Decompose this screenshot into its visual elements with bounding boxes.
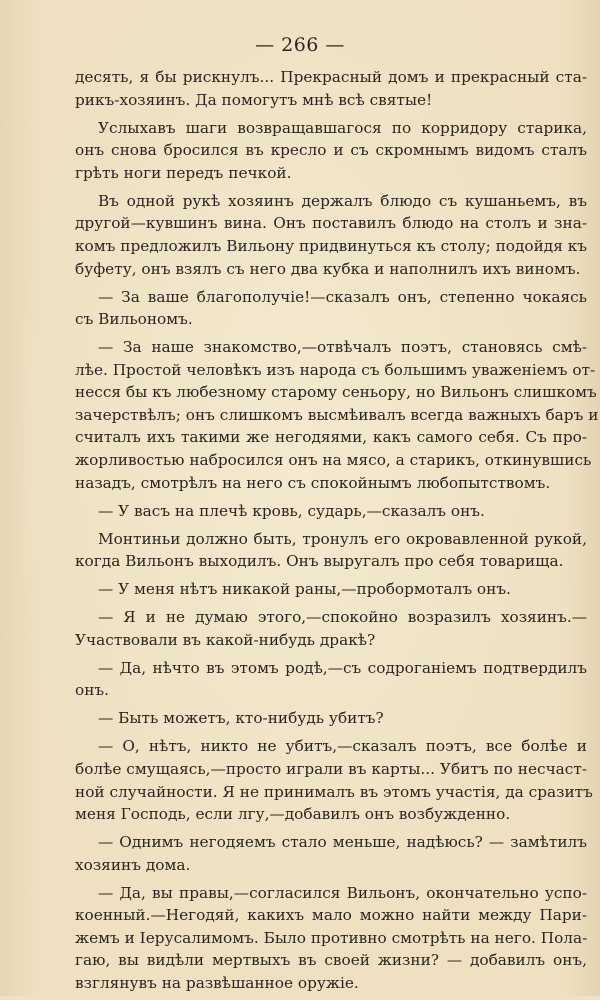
text-line: комъ предложилъ Вильону придвинуться къ столу; подойдя къ bbox=[75, 236, 588, 255]
text-line: онъ. bbox=[75, 681, 109, 700]
text-line: коенный.—Негодяй, какихъ мало можно найти между Пари- bbox=[75, 906, 587, 925]
paragraph bbox=[75, 735, 593, 825]
paragraph bbox=[75, 578, 587, 601]
text-line: онъ снова бросился въ кресло и съ скромнымъ видомъ сталъ bbox=[75, 141, 587, 160]
text-line: — За наше знакомство,—отвѣчалъ поэтъ, становясь смѣ- bbox=[75, 338, 587, 357]
text-line: несся бы къ любезному старому сеньору, но Вильонъ слишкомъ bbox=[75, 383, 597, 402]
body-text bbox=[75, 66, 599, 1000]
text-line: когда Вильонъ выходилъ. Онъ выругалъ про себя товарища. bbox=[75, 552, 564, 571]
text-line: Услыхавъ шаги возвращавшагося по корридору старика, bbox=[75, 118, 587, 137]
paragraph bbox=[75, 190, 587, 280]
text-line: другой—кувшинъ вина. Онъ поставилъ блюдо на столъ и зна- bbox=[75, 214, 587, 233]
text-line: зачерствѣлъ; онъ слишкомъ высмѣивалъ всегда важныхъ баръ и bbox=[75, 405, 599, 424]
paragraph bbox=[75, 606, 587, 651]
paragraph bbox=[75, 707, 587, 730]
text-line: меня Господь, если лгу,—добавилъ онъ возбужденно. bbox=[75, 805, 511, 824]
text-line: взглянувъ на развѣшанное оружіе. bbox=[75, 974, 359, 993]
text-line: ной случайности. Я не принималъ въ этомъ участія, да сразитъ bbox=[75, 782, 593, 801]
text-line: — Быть можетъ, кто-нибудь убитъ? bbox=[75, 709, 384, 728]
text-line: — О, нѣтъ, никто не убитъ,—сказалъ поэтъ, все болѣе и bbox=[75, 737, 587, 756]
text-line: — У меня нѣтъ никакой раны,—пробормоталъ онъ. bbox=[75, 580, 511, 599]
paragraph bbox=[75, 528, 587, 573]
page-number: — 266 — bbox=[255, 34, 345, 56]
text-line: считалъ ихъ такими же негодяями, какъ самого себя. Съ про- bbox=[75, 428, 587, 447]
text-line: Участвовали въ какой-нибудь дракѣ? bbox=[75, 630, 376, 649]
text-line: буфету, онъ взялъ съ него два кубка и наполнилъ ихъ виномъ. bbox=[75, 259, 581, 278]
text-line: — За ваше благополучіе!—сказалъ онъ, степенно чокаясь bbox=[75, 287, 587, 306]
text-line: — Да, нѣчто въ этомъ родѣ,—съ содроганіемъ подтвердилъ bbox=[75, 658, 587, 677]
paragraph bbox=[75, 336, 599, 494]
text-line: лѣе. Простой человѣкъ изъ народа съ большимъ уваженіемъ от- bbox=[75, 360, 596, 379]
text-line: рикъ-хозяинъ. Да помогутъ мнѣ всѣ святые! bbox=[75, 90, 433, 109]
text-line: жемъ и Іерусалимомъ. Было противно смотрѣть на него. Пола- bbox=[75, 928, 588, 947]
text-line: съ Вильономъ. bbox=[75, 310, 193, 329]
text-line: хозяинъ дома. bbox=[75, 855, 191, 874]
text-line: — Да, вы правы,—согласился Вильонъ, окончательно успо- bbox=[75, 883, 587, 902]
text-line: — У васъ на плечѣ кровь, сударь,—сказалъ онъ. bbox=[75, 501, 485, 520]
text-line: Въ одной рукѣ хозяинъ держалъ блюдо съ кушаньемъ, въ bbox=[75, 191, 587, 210]
paragraph bbox=[75, 117, 587, 185]
paragraph bbox=[75, 657, 587, 702]
text-line: — Однимъ негодяемъ стало меньше, надѣюсь? — замѣтилъ bbox=[75, 833, 587, 852]
paragraph bbox=[75, 66, 587, 111]
text-line: болѣе смущаясь,—просто играли въ карты... Убитъ по несчаст- bbox=[75, 759, 587, 778]
text-line: жорливостью набросился онъ на мясо, а старикъ, откинувшись bbox=[75, 451, 592, 470]
paragraph bbox=[75, 831, 587, 876]
text-line: назадъ, смотрѣлъ на него съ спокойнымъ любопытствомъ. bbox=[75, 473, 551, 492]
text-line: Монтиньи должно быть, тронулъ его окровавленной рукой, bbox=[75, 529, 587, 548]
paragraph bbox=[75, 500, 587, 523]
text-line: гаю, вы видѣли мертвыхъ въ своей жизни? — добавилъ онъ, bbox=[75, 951, 587, 970]
text-line: — Я и не думаю этого,—спокойно возразилъ хозяинъ.— bbox=[75, 608, 587, 627]
paragraph bbox=[75, 882, 587, 995]
text-line: грѣть ноги передъ печкой. bbox=[75, 163, 292, 182]
text-line: десять, я бы рискнулъ... Прекрасный домъ и прекрасный ста- bbox=[75, 68, 587, 86]
paragraph bbox=[75, 286, 587, 331]
